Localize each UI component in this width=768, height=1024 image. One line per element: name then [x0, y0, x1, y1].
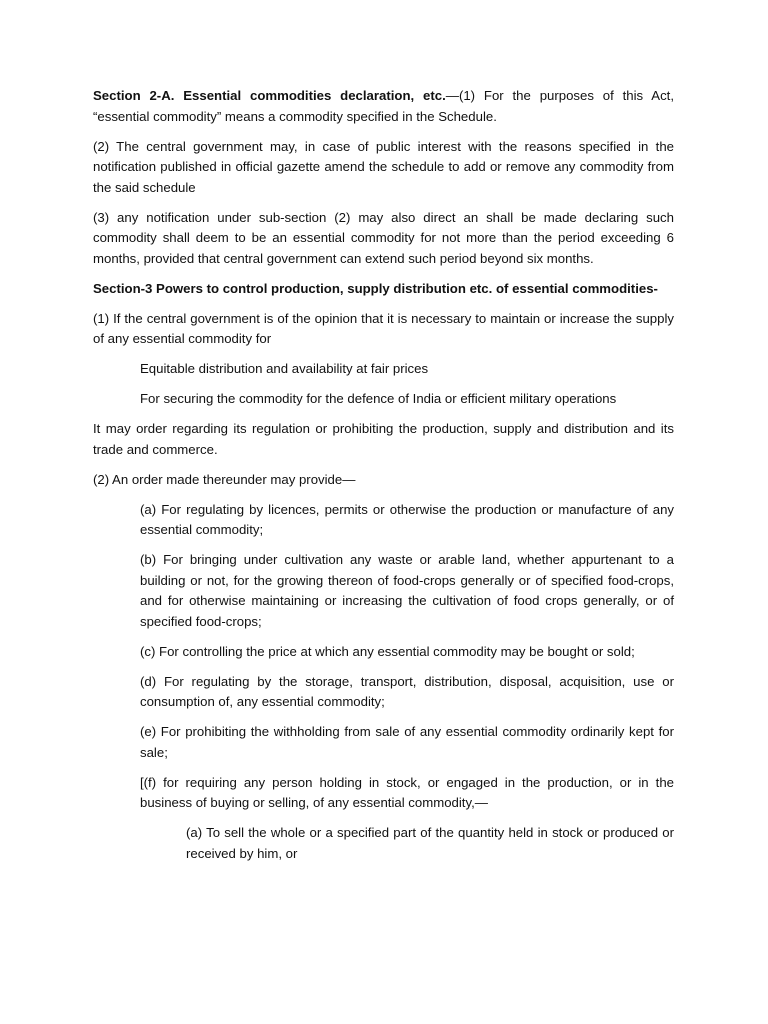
order-item-a: (a) For regulating by licences, permits or otherwise the production or manufacture of any essential commodity; — [140, 501, 674, 537]
section-3-order-para: It may order regarding its regulation or prohibiting the production, supply and distribution and its trade and commerce. — [93, 421, 674, 457]
section-3-para-1: (1) If the central government is of the opinion that it is necessary to maintain or increase the supply of any essential commodity for — [93, 310, 674, 346]
order-item-c: (c) For controlling the price at which any essential commodity may be bought or sold; — [140, 643, 635, 659]
order-item-f: [(f) for requiring any person holding in stock, or engaged in the production, or in the business of buying or selling, of any essential commodity,— — [140, 774, 674, 810]
section-3-heading: Section-3 Powers to control production, supply distribution etc. of essential commodities- — [93, 280, 658, 296]
section-2a-heading: Section 2-A. Essential commodities declaration, etc. — [93, 88, 446, 103]
section-2a-para-1 — [93, 86, 674, 127]
order-sub-item-a: (a) To sell the whole or a specified part of the quantity held in stock or produced or received by him, or — [186, 825, 674, 861]
section-2a-para-2: (2) The central government may, in case of public interest with the reasons specified in the notification published in official gazette amend the schedule to add or remove any commodity from the said schedule — [93, 138, 674, 195]
purpose-item: For securing the commodity for the defence of India or efficient military operations — [140, 391, 617, 406]
order-item-b: (b) For bringing under cultivation any waste or arable land, whether appurtenant to a building or not, for the growing thereon of food-crops generally or of specified food-crops, and for otherwise maintaining or increasing the cultivation of food crops generally, or of specified food-crops; — [140, 552, 674, 629]
order-item-d: (d) For regulating by the storage, transport, distribution, disposal, acquisition, use or consumption of, any essential commodity; — [140, 673, 674, 709]
order-item-e: (e) For prohibiting the withholding from sale of any essential commodity ordinarily kept for sale; — [140, 724, 674, 760]
purpose-item: Equitable distribution and availability at fair prices — [140, 361, 429, 376]
document-page — [93, 86, 674, 874]
section-2a-para-3: (3) any notification under sub-section (2) may also direct an shall be made declaring such commodity shall deem to be an essential commodity for not more than the period exceeding 6 months, provided that central government can extend such period beyond six months. — [93, 209, 674, 266]
section-2a-text-1: —(1) For the purposes of this Act, “essential commodity” means a commodity specified in the Schedule. — [93, 88, 674, 124]
section-3-para-2: (2) An order made thereunder may provide— — [93, 471, 356, 487]
